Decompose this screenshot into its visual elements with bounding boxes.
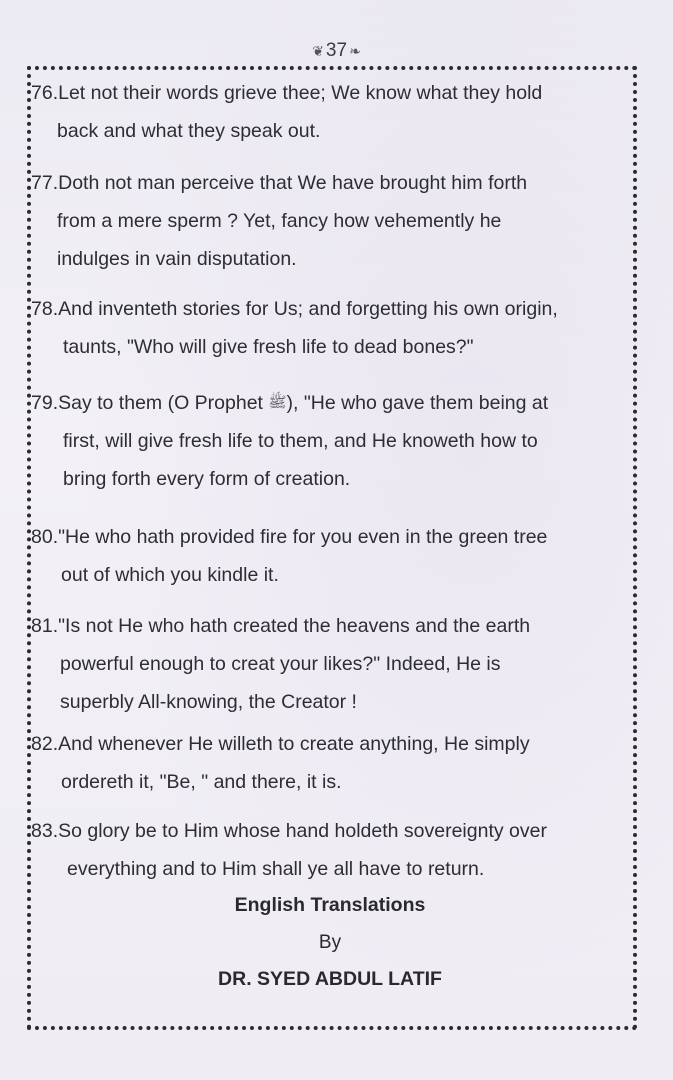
verse-line: first, will give fresh life to them, and He knoweth how to bbox=[63, 430, 538, 452]
verse-line: out of which you kindle it. bbox=[61, 564, 279, 586]
verse-line: 80."He who hath provided fire for you even in the green tree bbox=[31, 526, 548, 548]
verse-80 bbox=[31, 518, 547, 594]
ornament-right-icon: ❧ bbox=[349, 43, 361, 59]
verse-line: 82.And whenever He willeth to create anything, He simply bbox=[31, 733, 530, 755]
credits-author: DR. SYED ABDUL LATIF bbox=[218, 968, 442, 990]
verse-83 bbox=[31, 812, 547, 888]
verse-fragment: ), "He who gave them being at bbox=[286, 392, 549, 414]
verse-line bbox=[31, 384, 548, 422]
verse-81 bbox=[31, 607, 530, 721]
verse-line: powerful enough to creat your likes?" Indeed, He is bbox=[60, 653, 501, 675]
verse-line: 81."Is not He who hath created the heavens and the earth bbox=[31, 615, 531, 637]
verse-line: bring forth every form of creation. bbox=[63, 468, 351, 490]
verse-line: taunts, "Who will give fresh life to dead bones?" bbox=[63, 336, 474, 358]
page-number bbox=[0, 40, 673, 62]
verse-79 bbox=[31, 384, 548, 498]
verse-82 bbox=[31, 725, 530, 801]
verse-line: superbly All-knowing, the Creator ! bbox=[60, 691, 357, 713]
verse-line: back and what they speak out. bbox=[57, 120, 321, 142]
verse-line: 78.And inventeth stories for Us; and forgetting his own origin, bbox=[31, 298, 558, 320]
ornament-left-icon: ❦ bbox=[312, 43, 324, 59]
verse-line: from a mere sperm ? Yet, fancy how vehemently he bbox=[57, 210, 502, 232]
verse-line: 76.Let not their words grieve thee; We know what they hold bbox=[31, 82, 543, 104]
verse-line: indulges in vain disputation. bbox=[57, 248, 297, 270]
verse-78 bbox=[31, 290, 558, 366]
honorific-seal-icon: ﷺ bbox=[268, 394, 287, 411]
verse-76 bbox=[31, 74, 542, 150]
verse-line: 83.So glory be to Him whose hand holdeth sovereignty over bbox=[31, 820, 547, 842]
page-number-value: 37 bbox=[325, 40, 348, 61]
credits-by: By bbox=[318, 932, 342, 953]
verse-line: everything and to Him shall ye all have to return. bbox=[67, 858, 485, 880]
verse-line: 77.Doth not man perceive that We have brought him forth bbox=[31, 172, 528, 194]
credits-heading: English Translations bbox=[234, 894, 426, 916]
verse-line: ordereth it, "Be, " and there, it is. bbox=[61, 771, 342, 793]
verse-fragment: 79.Say to them (O Prophet bbox=[31, 392, 269, 414]
verse-77 bbox=[31, 164, 527, 278]
